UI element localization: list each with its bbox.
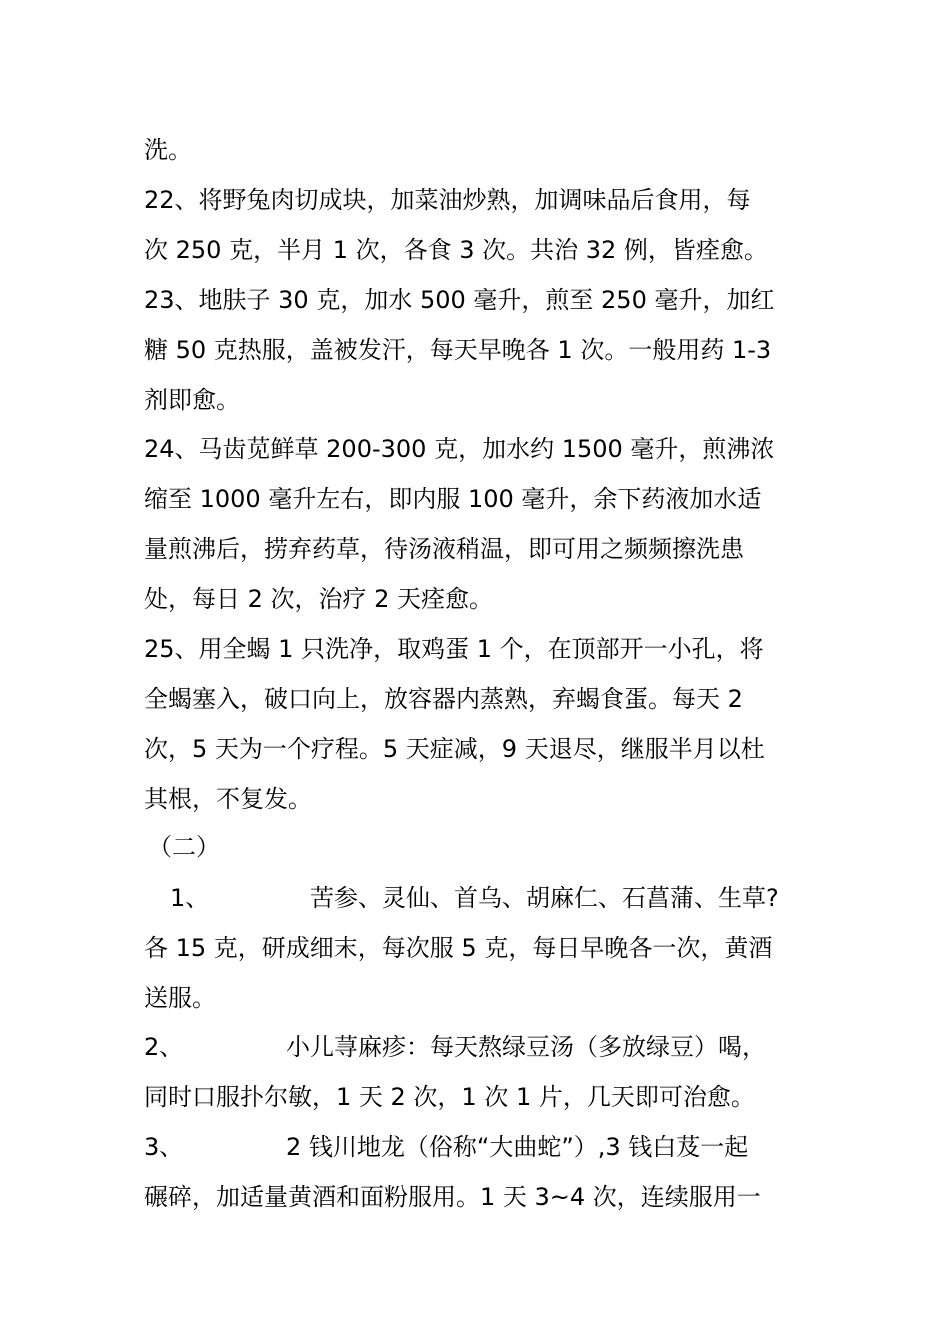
text-line: 24、马齿苋鲜草 200-300 克，加水约 1500 毫升，煎沸浓 <box>144 435 775 463</box>
text-line: 糖 50 克热服，盖被发汗，每天早晚各 1 次。一般用药 1-3 <box>144 336 772 364</box>
text-line: 23、地肤子 30 克，加水 500 毫升，煎至 250 毫升，加红 <box>144 286 775 314</box>
text-line: 缩至 1000 毫升左右，即内服 100 毫升，余下药液加水适 <box>144 485 762 513</box>
text-line: 次，5 天为一个疗程。5 天症减，9 天退尽，继服半月以杜 <box>144 735 765 763</box>
text-line: 2 钱川地龙（俗称“大曲蛇”）,3 钱白芨一起 <box>286 1133 749 1161</box>
text-line: 22、将野兔肉切成块，加菜油炒熟，加调味品后食用，每 <box>144 186 751 214</box>
text-line: 小儿荨麻疹：每天熬绿豆汤（多放绿豆）喝， <box>286 1033 766 1061</box>
text-line: 同时口服扑尔敏，1 天 2 次，1 次 1 片，几天即可治愈。 <box>144 1083 755 1111</box>
text-line: 洗。 <box>144 136 192 164</box>
text-line: 次 250 克，半月 1 次，各食 3 次。共治 32 例，皆痊愈。 <box>144 236 768 264</box>
text-line: 送服。 <box>144 984 216 1012</box>
text-line: 量煎沸后，捞弃药草，待汤液稍温，即可用之频频擦洗患 <box>144 535 744 563</box>
item-number: 1、 <box>170 884 210 912</box>
text-line: 苦参、灵仙、首乌、胡麻仁、石菖蒲、生草? <box>310 884 779 912</box>
text-line: 各 15 克，研成细末，每次服 5 克，每日早晚各一次，黄酒 <box>144 934 773 962</box>
text-line: 处，每日 2 次，治疗 2 天痊愈。 <box>144 585 494 613</box>
text-line: 碾碎，加适量黄酒和面粉服用。1 天 3~4 次，连续服用一 <box>144 1183 761 1211</box>
item-number: 2、 <box>144 1033 184 1061</box>
item-number: 3、 <box>144 1133 184 1161</box>
text-line: 25、用全蝎 1 只洗净，取鸡蛋 1 个，在顶部开一小孔，将 <box>144 635 764 663</box>
section-heading: （二） <box>148 833 220 861</box>
text-line: 剂即愈。 <box>144 386 240 414</box>
text-line: 全蝎塞入，破口向上，放容器内蒸熟，弃蝎食蛋。每天 2 <box>144 685 743 713</box>
text-line: 其根，不复发。 <box>144 785 312 813</box>
